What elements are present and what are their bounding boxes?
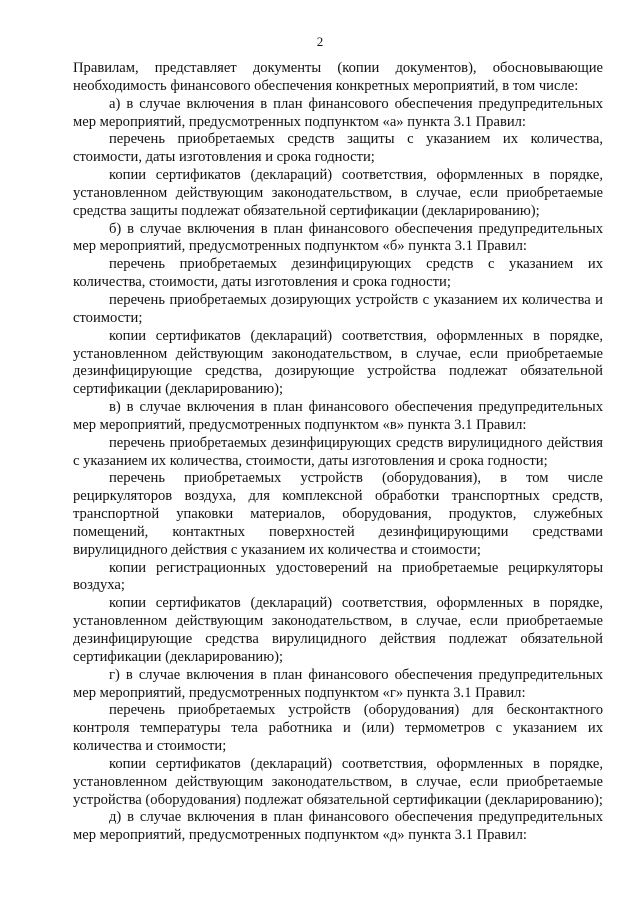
- document-paragraph: перечень приобретаемых средств защиты с указанием их количества, стоимости, даты изготовления и срока годности;: [73, 131, 603, 166]
- page-number: 2: [316, 34, 324, 49]
- document-body: [73, 60, 603, 845]
- document-paragraph: копии регистрационных удостоверений на приобретаемые рециркуляторы воздуха;: [73, 559, 603, 594]
- document-paragraph: д) в случае включения в план финансового обеспечения предупредительных мер мероприятий, предусмотренных подпунктом «д» пункта 3.1 Правил:: [73, 809, 603, 844]
- document-paragraph: перечень приобретаемых устройств (оборудования), в том числе рециркуляторов воздуха, для комплексной обработки транспортных средств, транспортной упаковки материалов, оборудования, продуктов, служебных помещений, контактных поверхностей дезинфицирующими средствами вирулицидного действия с указанием их количества и стоимости;: [73, 470, 603, 558]
- document-paragraph: г) в случае включения в план финансового обеспечения предупредительных мер мероприятий, предусмотренных подпунктом «г» пункта 3.1 Правил:: [73, 666, 603, 701]
- document-paragraph: перечень приобретаемых дезинфицирующих средств вирулицидного действия с указанием их количества, стоимости, даты изготовления и срока годности;: [73, 434, 603, 469]
- document-paragraph: копии сертификатов (деклараций) соответствия, оформленных в порядке, установленном действующим законодательством, в случае, если приобретаемые дезинфицирующие средства вирулицидного действия подлежат обязательной сертификации (декларированию);: [73, 595, 603, 665]
- document-paragraph: Правилам, представляет документы (копии документов), обосновывающие необходимость финансового обеспечения конкретных мероприятий, в том числе:: [73, 60, 603, 94]
- document-paragraph: б) в случае включения в план финансового обеспечения предупредительных мер мероприятий, предусмотренных подпунктом «б» пункта 3.1 Правил:: [73, 220, 603, 255]
- document-paragraph: перечень приобретаемых дезинфицирующих средств с указанием их количества, стоимости, даты изготовления и срока годности;: [73, 256, 603, 291]
- document-paragraph: копии сертификатов (деклараций) соответствия, оформленных в порядке, установленном действующим законодательством, в случае, если приобретаемые дезинфицирующие средства, дозирующие устройства подлежат обязательной сертификации (декларированию);: [73, 327, 603, 398]
- document-paragraph: а) в случае включения в план финансового обеспечения предупредительных мер мероприятий, предусмотренных подпунктом «а» пункта 3.1 Правил:: [73, 95, 603, 130]
- document-paragraph: в) в случае включения в план финансового обеспечения предупредительных мер мероприятий, предусмотренных подпунктом «в» пункта 3.1 Правил:: [73, 399, 603, 433]
- document-paragraph: перечень приобретаемых дозирующих устройств с указанием их количества и стоимости;: [73, 291, 603, 326]
- document-paragraph: перечень приобретаемых устройств (оборудования) для бесконтактного контроля температуры тела работника и (или) термометров с указанием их количества и стоимости;: [73, 702, 603, 755]
- document-paragraph: копии сертификатов (деклараций) соответствия, оформленных в порядке, установленном действующим законодательством, в случае, если приобретаемые средства защиты подлежат обязательной сертификации (декларированию);: [73, 167, 603, 219]
- document-paragraph: копии сертификатов (деклараций) соответствия, оформленных в порядке, установленном действующим законодательством, в случае, если приобретаемые устройства (оборудования) подлежат обязательной сертификации (декларированию);: [73, 755, 603, 808]
